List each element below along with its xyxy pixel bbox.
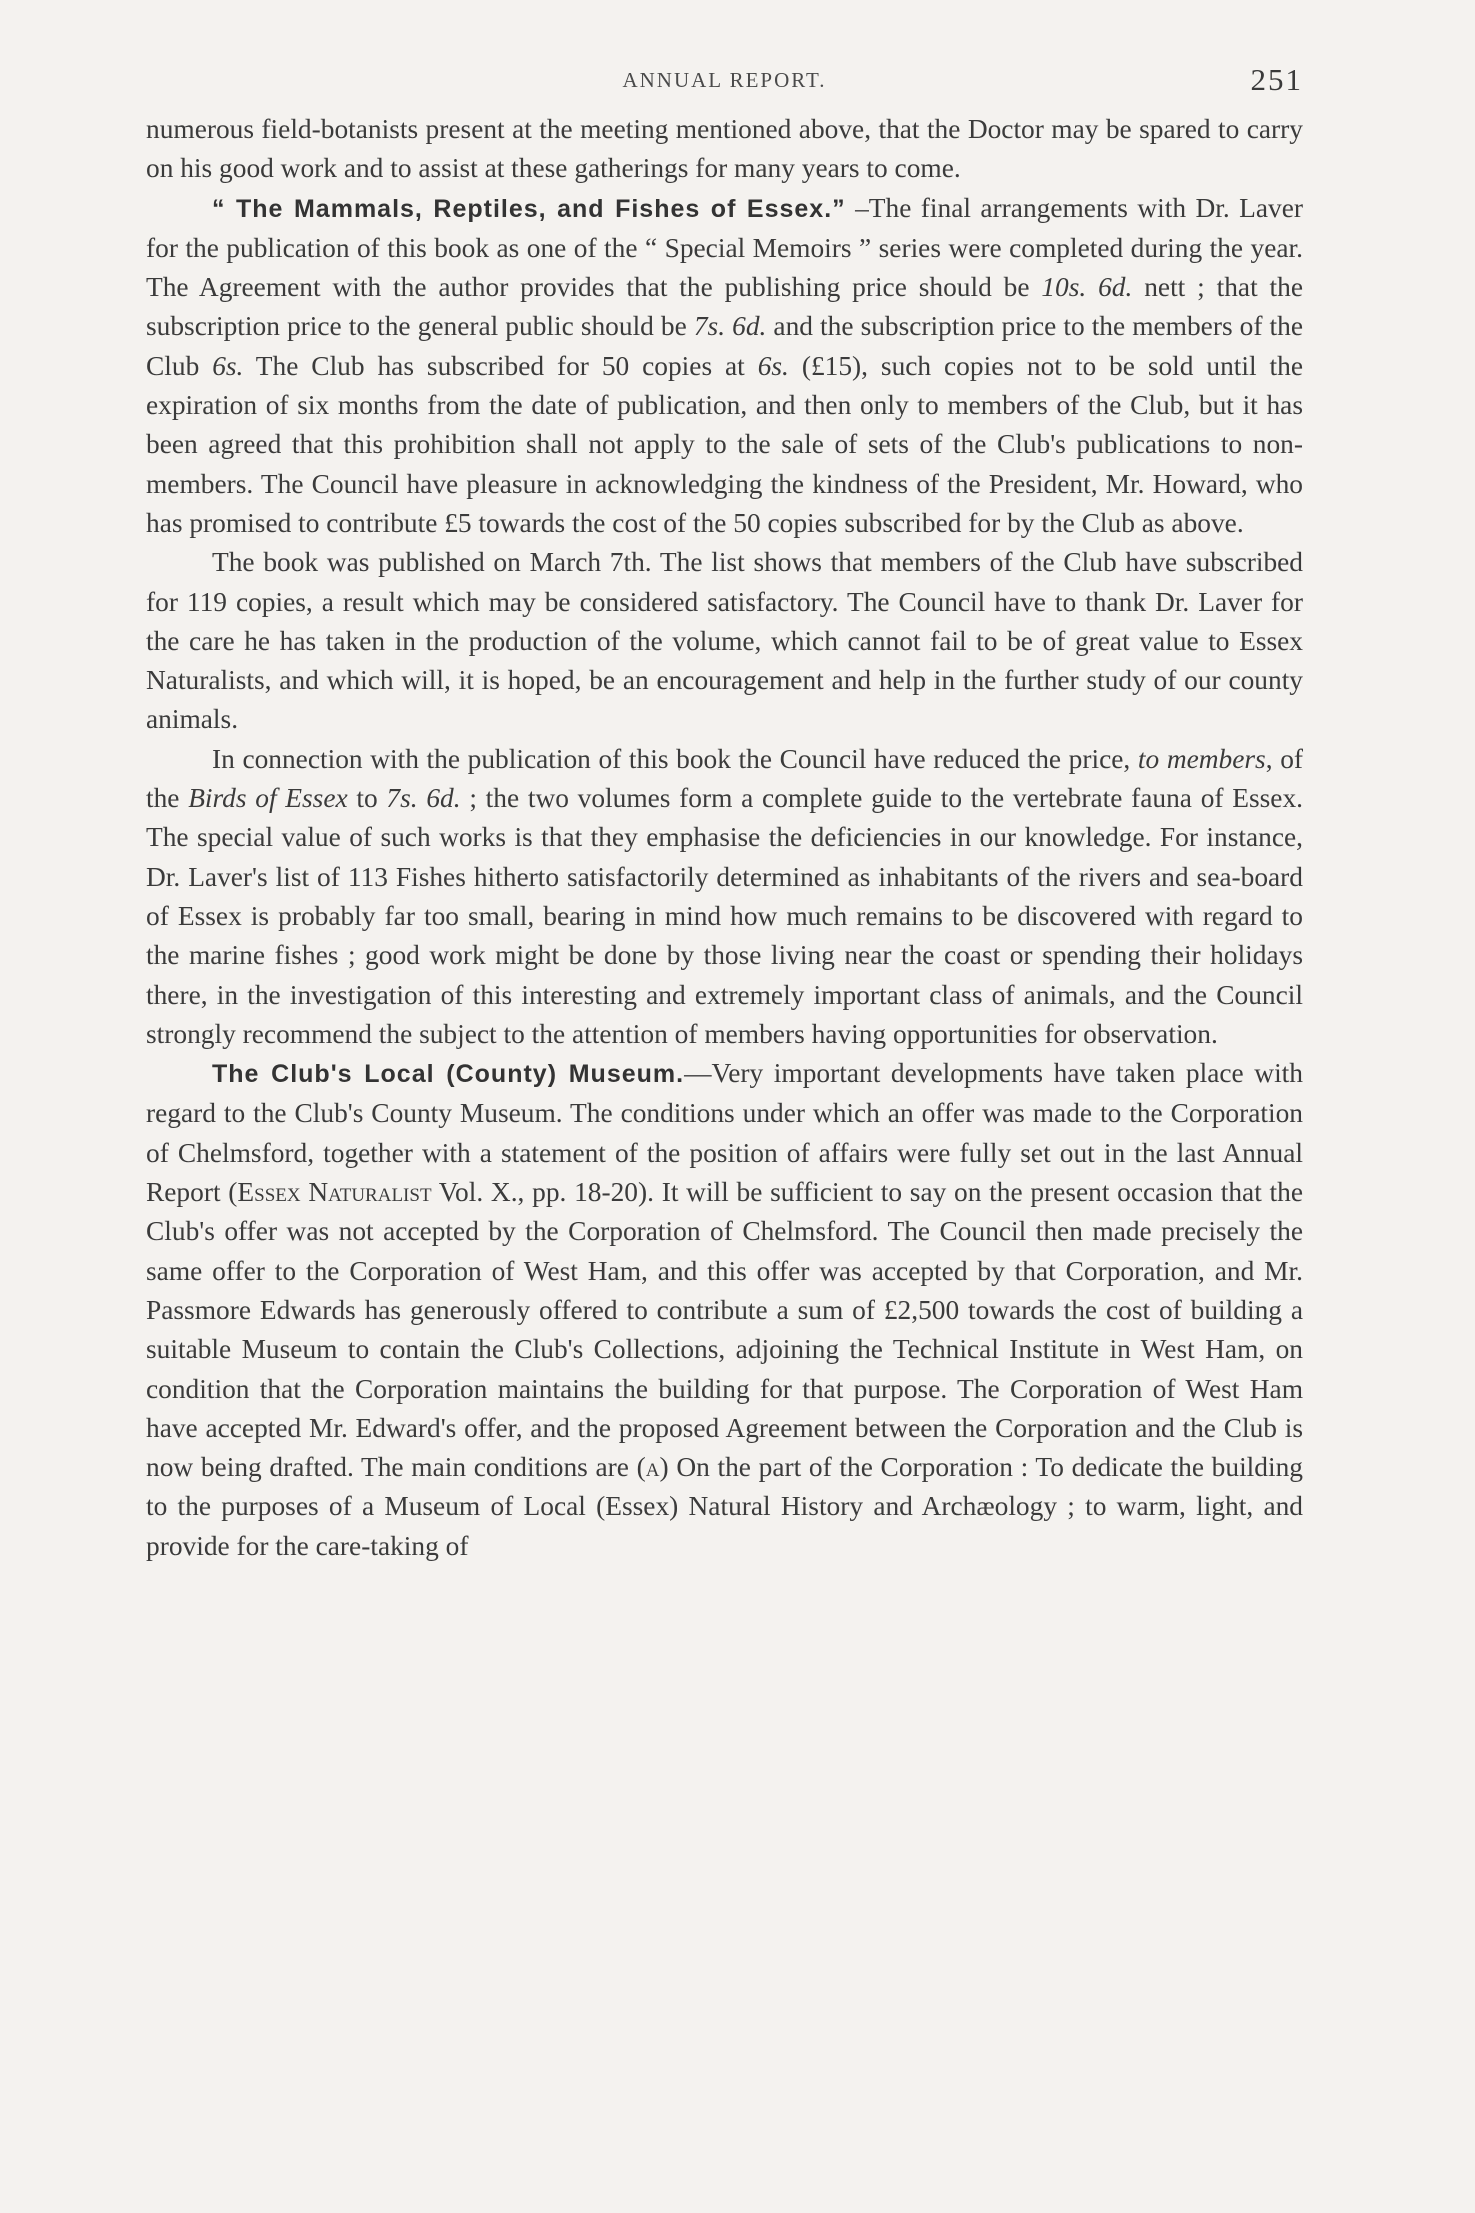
paragraph-price-reduction <box>146 740 1303 1054</box>
paragraph-text: The Club has subscribed for 50 copies at <box>243 350 758 381</box>
price-reduced: 7s. 6d. <box>386 783 461 814</box>
condition-marker: a <box>645 1452 660 1483</box>
journal-title: Essex Naturalist <box>237 1177 432 1208</box>
page <box>146 60 1303 1566</box>
book-title: Birds of Essex <box>188 783 348 814</box>
page-number: 251 <box>1250 62 1303 97</box>
paragraph-text: and the subscription price to the members of the Club <box>146 311 1304 381</box>
price-public: 7s. 6d. <box>693 311 767 342</box>
paragraph-county-museum <box>146 1054 1303 1566</box>
paragraph-text: , of the <box>146 743 1304 814</box>
paragraph-continuation <box>146 110 1303 189</box>
paragraph-text: (£15), such copies not to be sold until the expiration of six months from the date of publication, and then only to members of the Club, but it has been agreed that this prohibition shall not apply to the sale of sets of the Club's publications to non-members. The Council have pleasure in acknowledging the kindness of the President, Mr. Howard, who has promised to contribute £5 towards the cost of the 50 copies subscribed for by the Club as above. <box>146 350 1303 538</box>
paragraph-text: ) On the part of the Corporation : To dedicate the building to the purposes of a Museum of Local (Essex) Natural History and Archæology ; to warm, light, and provide for the care-taking of <box>146 1452 1303 1561</box>
paragraph-mammals-memoir <box>146 189 1303 544</box>
section-heading-mammals: “ The Mammals, Reptiles, and Fishes of Essex.” <box>212 194 846 223</box>
paragraph-text: —Very important developments have taken place with regard to the Club's County Museum. The conditions under which an offer was made to the Corporation of Chelmsford, together with a statement of the position of affairs were fully set out in the last Annual Report ( <box>146 1058 1303 1208</box>
body-text <box>146 110 1303 1566</box>
paragraph-text: –The final arrangements with Dr. Laver for the publication of this book as one of the “ Special Memoirs ” series were completed during the year. The Agreement with the author provides that the publishing price should be <box>146 192 1303 303</box>
paragraph-text: The book was published on March 7th. The list shows that members of the Club have subscribed for 119 copies, a result which may be considered satisfactory. The Council have to thank Dr. Laver for the care he has taken in the production of the volume, which cannot fail to be of great value to Essex Naturalists, and which will, it is hoped, be an encouragement and help in the further study of our county animals. <box>146 547 1303 735</box>
paragraph-text: In connection with the publication of this book the Council have reduced the price, <box>212 743 1138 774</box>
section-heading-museum: The Club's Local (County) Museum. <box>212 1060 685 1089</box>
paragraph-text: Vol. X., pp. 18-20). It will be sufficient to say on the present occasion that the Club's offer was not accepted by the Corporation of Chelmsford. The Council then made precisely the same offer to the Corporation of West Ham, and this offer was accepted by that Corporation, and Mr. Passmore Edwards has generously offered to contribute a sum of £2,500 towards the cost of building a suitable Museum to contain the Club's Collections, adjoining the Technical Institute in West Ham, on condition that the Corporation maintains the building for that purpose. The Corporation of West Ham have accepted Mr. Edward's offer, and the proposed Agreement between the Corporation and the Club is now being drafted. The main conditions are ( <box>146 1177 1303 1483</box>
price-club-copies: 6s. <box>757 350 789 381</box>
paragraph-book-published <box>146 543 1303 739</box>
paragraph-text: numerous field-botanists present at the meeting mentioned above, that the Doctor may be spared to carry on his good work and to assist at these gatherings for many years to come. <box>146 114 1303 184</box>
price-publishing: 10s. 6d. <box>1041 272 1133 303</box>
running-head: ANNUAL REPORT. <box>622 68 827 92</box>
price-members: 6s. <box>212 350 244 381</box>
paragraph-text: ; the two volumes form a complete guide to the vertebrate fauna of Essex. The special value of such works is that they emphasise the deficiencies in our knowledge. For instance, Dr. Laver's list of 113 Fishes hitherto satisfactorily determined as inhabitants of the rivers and sea-board of Essex is probably far too small, bearing in mind how much remains to be discovered with regard to the marine fishes ; good work might be done by those living near the coast or spending their holidays there, in the investigation of this interesting and extremely important class of animals, and the Council strongly recommend the subject to the attention of members having opportunities for observation. <box>146 783 1303 1049</box>
italic-phrase: to members <box>1137 743 1266 774</box>
paragraph-text: nett ; that the subscription price to the general public should be <box>146 272 1304 342</box>
page-header <box>146 60 1303 104</box>
paragraph-text: to <box>347 783 387 814</box>
